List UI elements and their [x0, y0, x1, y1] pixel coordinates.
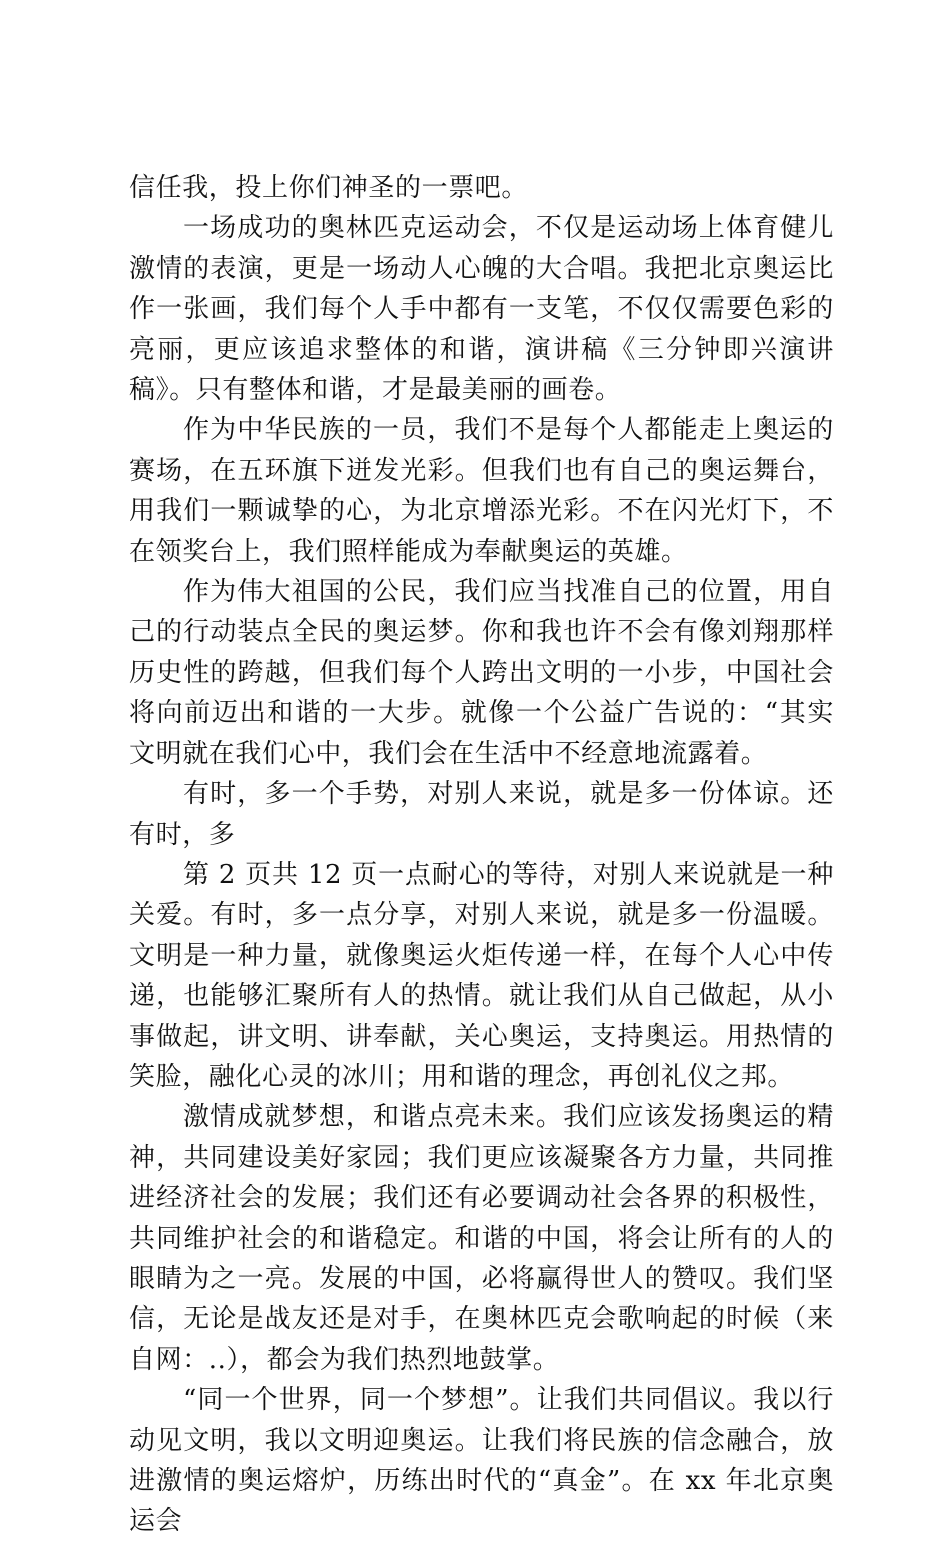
paragraph: 作为中华民族的一员，我们不是每个人都能走上奥运的赛场，在五环旗下迸发光彩。但我们也有自己的奥运舞台，用我们一颗诚挚的心，为北京增添光彩。不在闪光灯下，不在领奖台上，我们照样能成为奉献奥运的英雄。 — [129, 415, 834, 567]
paragraph: 一场成功的奥林匹克运动会，不仅是运动场上体育健儿激情的表演，更是一场动人心魄的大合唱。我把北京奥运比作一张画，我们每个人手中都有一支笔，不仅仅需要色彩的亮丽，更应该追求整体的和谐，演讲稿《三分钟即兴演讲稿》。只有整体和谐，才是最美丽的画卷。 — [129, 213, 834, 406]
document-body — [129, 168, 834, 1542]
paragraph: 信任我，投上你们神圣的一票吧。 — [129, 173, 529, 203]
paragraph: 有时，多一个手势，对别人来说，就是多一份体谅。还有时，多 — [129, 779, 834, 850]
paragraph: 作为伟大祖国的公民，我们应当找准自己的位置，用自己的行动装点全民的奥运梦。你和我也许不会有像刘翔那样历史性的跨越，但我们每个人跨出文明的一小步，中国社会将向前迈出和谐的一大步。就像一个公益广告说的：“其实文明就在我们心中，我们会在生活中不经意地流露着。 — [129, 577, 834, 769]
paragraph: 激情成就梦想，和谐点亮未来。我们应该发扬奥运的精神，共同建设美好家园；我们更应该凝聚各方力量，共同推进经济社会的发展；我们还有必要调动社会各界的积极性，共同维护社会的和谐稳定。和谐的中国，将会让所有的人的眼睛为之一亮。发展的中国，必将赢得世人的赞叹。我们坚信，无论是战友还是对手，在奥林匹克会歌响起的时候（来自网：..），都会为我们热烈地鼓掌。 — [129, 1102, 834, 1375]
paragraph-with-page-marker: 第 2 页共 12 页一点耐心的等待，对别人来说就是一种关爱。有时，多一点分享，对别人来说，就是多一份温暖。文明是一种力量，就像奥运火炬传递一样，在每个人心中传递，也能够汇聚所有人的热情。就让我们从自己做起，从小事做起，讲文明、讲奉献，关心奥运，支持奥运。用热情的笑脸，融化心灵的冰川；用和谐的理念，再创礼仪之邦。 — [129, 859, 834, 1092]
paragraph: “同一个世界，同一个梦想”。让我们共同倡议。我以行动见文明，我以文明迎奥运。让我们将民族的信念融合，放进激情的奥运熔炉，历练出时代的“真金”。在 xx 年北京奥运会 — [129, 1385, 834, 1537]
